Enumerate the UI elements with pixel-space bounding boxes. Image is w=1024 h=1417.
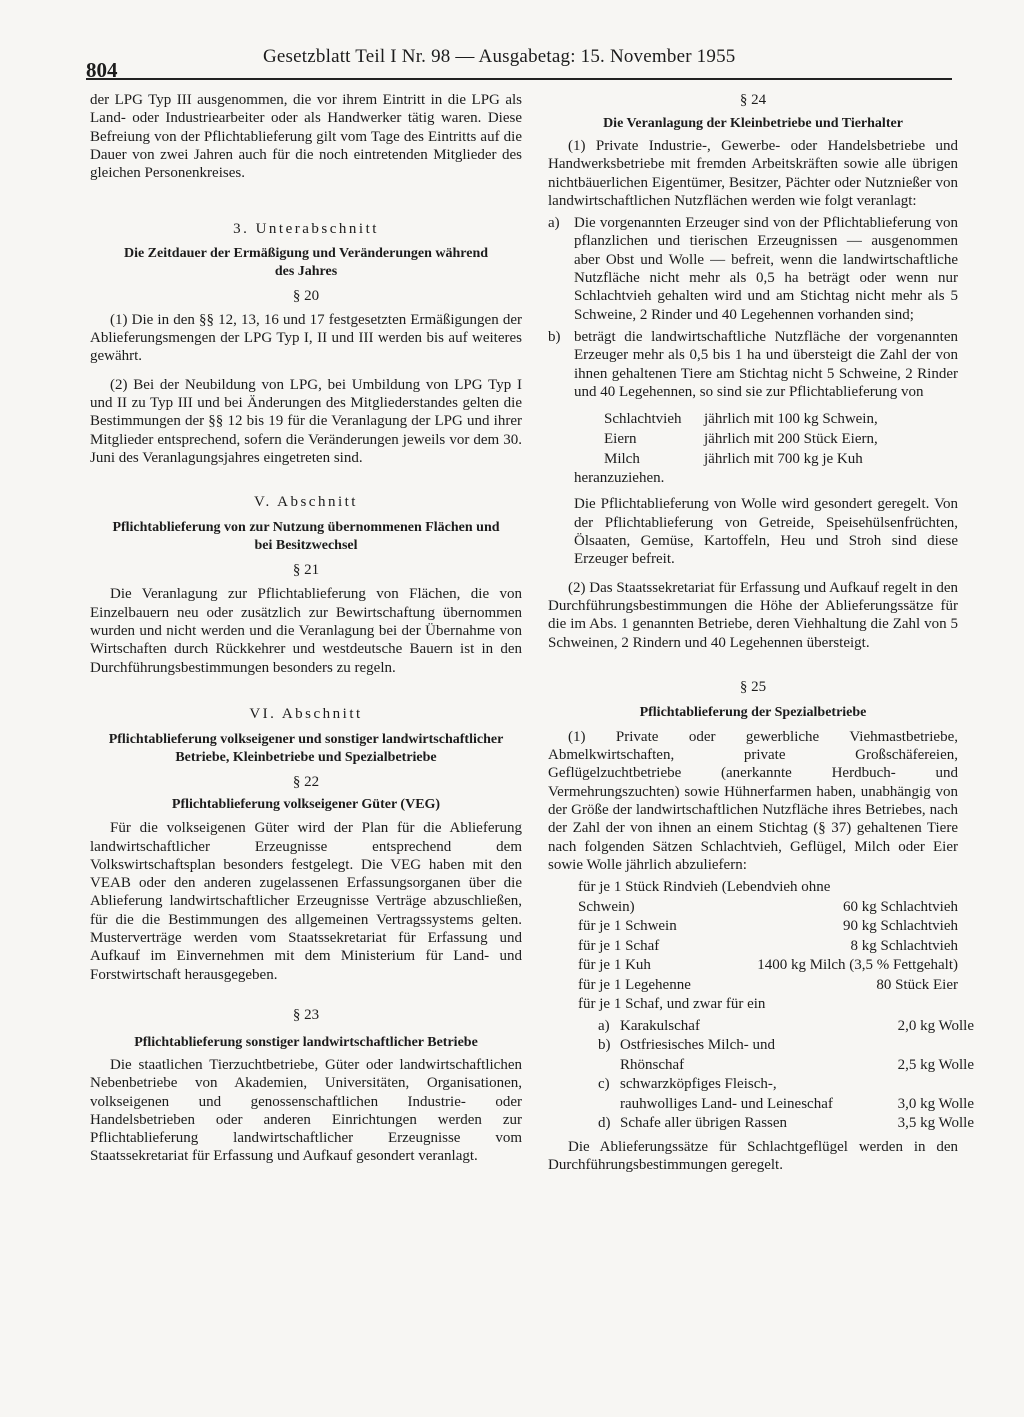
table-row	[598, 1017, 974, 1037]
section-20-para-1: (1) Die in den §§ 12, 13, 16 und 17 festgesetzten Ermäßigungen der Ablieferungsmengen der LPG Typ I, II und III werden bis auf weiteres gewährt.	[90, 311, 522, 365]
table-row	[578, 898, 958, 918]
list-label: a)	[548, 215, 560, 232]
table-cell: jährlich mit 100 kg Schwein,	[704, 411, 878, 428]
table-row	[578, 995, 958, 1015]
livestock-rate-table	[578, 878, 958, 1015]
table-cell: b)	[598, 1037, 611, 1054]
table-cell: 80 Stück Eier	[876, 976, 958, 993]
table-cell: jährlich mit 200 Stück Eiern,	[704, 431, 878, 448]
table-row	[604, 449, 878, 469]
section-25-title: Pflichtablieferung der Spezialbetriebe	[639, 704, 867, 720]
right-column	[548, 91, 974, 1174]
chapter-6-heading: VI. Abschnitt	[249, 705, 363, 722]
table-row	[578, 956, 958, 976]
page-number: 804	[86, 58, 118, 82]
table-cell: a)	[598, 1017, 610, 1034]
table-cell: Milch	[604, 451, 640, 468]
section-25-para-1: (1) Private oder gewerbliche Viehmastbetriebe, Abmelkwirtschaften, private Großschäfereien, Geflügelzuchtbetriebe (anerkannte Herdbuch- und Vermehrungszuchten) sowie Hühnerfarmen haben, unabhängig von der Größe der landwirtschaftlichen Nutzfläche ihres Betriebes, nach der Zahl der von ihnen an einem Stichtag (§ 37) gehaltenen Tiere nach folgenden Sätzen Schlachtvieh, Geflügel, Milch oder Eier sowie Wolle jährlich abzuliefern:	[548, 728, 958, 873]
section-20-number: § 20	[292, 287, 320, 304]
section-25-para-2: Die Ablieferungssätze für Schlachtgeflügel werden in den Durchführungsbestimmungen geregelt.	[548, 1138, 958, 1173]
table-cell: 60 kg Schlachtvieh	[843, 898, 958, 915]
section-23-title: Pflichtablieferung sonstiger landwirtschaftlicher Betriebe	[134, 1034, 478, 1050]
chapter-5-heading: V. Abschnitt	[254, 494, 358, 511]
section-24-title: Die Veranlagung der Kleinbetriebe und Tierhalter	[603, 116, 903, 131]
subsection-3-heading: 3. Unterabschnitt	[233, 221, 379, 238]
table-row	[598, 1075, 974, 1114]
list-text: Die vorgenannten Erzeuger sind von der Pflichtablieferung von pflanzlichen und tierischen Erzeugnissen — ausgenommen aber Obst und Wolle — befreit, wenn die landwirtschaftliche Nutzfläche nicht mehr als 0,5 ha beträgt oder wenn nur Schlachtvieh gehalten wird und am Stichtag nicht mehr als 5 Schweine, 2 Rinder und 40 Legehennen vorhanden sind;	[574, 215, 958, 323]
header-rule	[86, 78, 952, 80]
table-cell: Schafe aller übrigen Rassen	[620, 1115, 788, 1132]
section-24-item-b	[548, 328, 958, 569]
table-cell: 2,0 kg Wolle	[897, 1017, 974, 1034]
table-row	[578, 917, 958, 937]
table-row	[578, 937, 958, 957]
table-cell: 90 kg Schlachtvieh	[843, 918, 958, 935]
section-24-item-a	[548, 214, 958, 324]
chapter-5-title: Pflichtablieferung von zur Nutzung übernommenen Flächen und bei Besitzwechsel	[112, 520, 500, 554]
section-25-number: § 25	[739, 678, 767, 695]
intro-paragraph: der LPG Typ III ausgenommen, die vor ihrem Eintritt in die LPG als Land- oder Industriearbeiter oder als Handwerker tätig waren. Diese Befreiung von der Pflichtablieferung gilt vom Tage des Eintritts auf die Dauer von zwei Jahren auch für die noch eintretenden Mitglieder des gleichen Personenkreises.	[90, 92, 522, 182]
subsection-3-title: Die Zeitdauer der Ermäßigung und Veränderungen während des Jahres	[123, 245, 489, 279]
section-21-number: § 21	[292, 562, 320, 579]
running-header: Gesetzblatt Teil I Nr. 98 — Ausgabetag: 15. November 1955	[263, 46, 736, 67]
table-cell: 3,0 kg Wolle	[897, 1095, 974, 1112]
table-cell: 2,5 kg Wolle	[897, 1056, 974, 1073]
section-21-para: Die Veranlagung zur Pflichtablieferung von Flächen, die von Einzelbauern neu oder zusätzlich zur Bewirtschaftung übernommen wurden und nicht werden und die Veranlagung bei der Übernahme von Wirtschaften durch Rückkehrer und westdeutsche Bauern ist in den Durchführungsbestimmungen besonders zu regeln.	[90, 586, 522, 676]
table-cell: 8 kg Schlachtvieh	[850, 937, 958, 954]
table-cell: für je 1 Kuh	[578, 957, 651, 974]
list-text: beträgt die landwirtschaftliche Nutzfläche der vorgenannten Erzeuger mehr als 0,5 bis 1 ha und übersteigt die Zahl der von ihnen gehaltenen Tiere am Stichtag nicht 5 Schweine, 2 Rinder und 40 Legehennen, so sind sie zur Pflichtablieferung von	[574, 328, 958, 400]
section-20-para-2: (2) Bei der Neubildung von LPG, bei Umbildung von LPG Typ I und II zu Typ III und bei Änderungen des Mitgliederstandes gelten die Bestimmungen der §§ 12 bis 19 für die Veranlagung der LPG und ihrer Mitglieder entsprechend, sofern die Veränderungen jeweils vor dem 30. Juni des Veranlagungsjahres eingetreten sind.	[90, 376, 522, 466]
list-text-extra: Die Pflichtablieferung von Wolle wird gesondert geregelt. Von der Pflichtablieferung von Getreide, Speisehülsenfrüchten, Ölsaaten, Gemüse, Kartoffeln, Heu und Stroh sind diese Erzeuger befreit.	[574, 496, 958, 568]
chapter-6-title: Pflichtablieferung volkseigener und sonstiger landwirtschaftlicher Betriebe, Kleinbetriebe und Spezialbetriebe	[108, 732, 504, 766]
table-row	[598, 1036, 974, 1075]
table-cell: Ostfriesisches Milch- und Rhönschaf	[620, 1037, 775, 1073]
table-cell: Eiern	[604, 431, 637, 448]
table-cell: d)	[598, 1115, 611, 1132]
table-cell: 1400 kg Milch (3,5 % Fettgehalt)	[757, 957, 958, 974]
table-row	[604, 409, 878, 429]
table-cell: für je 1 Stück Rindvieh (Lebendvieh ohne	[578, 879, 831, 896]
list-body	[574, 328, 958, 569]
list-label: b)	[548, 328, 561, 345]
section-22-title: Pflichtablieferung volkseigener Güter (VEG)	[171, 797, 441, 813]
section-24-para-1: (1) Private Industrie-, Gewerbe- oder Handelsbetriebe und Handwerksbetriebe mit fremden Arbeitskräften sowie alle übrigen nichtbäuerlichen Eigentümer, Besitzer, Pächter oder Nutznießer von landwirtschaftlichen Nutzflächen werden wie folgt veranlagt:	[548, 138, 958, 209]
left-column	[90, 91, 522, 1166]
section-24-number: § 24	[739, 92, 767, 108]
table-cell: schwarzköpfiges Fleisch-, rauhwolliges Land- und Leineschaf	[620, 1076, 833, 1112]
table-row	[598, 1114, 974, 1134]
table-cell: Schwein)	[578, 898, 635, 915]
table-cell: für je 1 Schaf, und zwar für ein	[578, 996, 766, 1013]
section-23-para: Die staatlichen Tierzuchtbetriebe, Güter oder landwirtschaftlichen Nebenbetriebe von Akademien, Universitäten, Organisationen, volkseigenen und genossenschaftlichen Industrie- oder Handelsbetrieben oder anderen Einrichtungen werden zur Pflichtablieferung landwirtschaftlicher Erzeugnisse vom Staatssekretariat für Erfassung und Aufkauf gesondert veranlagt.	[90, 1056, 522, 1165]
table-cell: für je 1 Schwein	[578, 918, 677, 935]
table-row	[604, 429, 878, 449]
section-24-para-2: (2) Das Staatssekretariat für Erfassung und Aufkauf regelt in den Durchführungsbestimmungen die Höhe der Ablieferungssätze für die im Abs. 1 genannten Betriebe, deren Viehhaltung die Zahl von 5 Schweinen, 2 Rindern und 40 Legehennen übersteigt.	[548, 579, 958, 651]
wool-rate-table	[598, 1017, 974, 1134]
table-cell: für je 1 Schaf	[578, 937, 660, 954]
section-23-number: § 23	[292, 1006, 320, 1023]
table-cell: Karakulschaf	[620, 1017, 700, 1034]
delivery-rate-table	[604, 409, 878, 469]
section-22-number: § 22	[292, 774, 320, 791]
table-cell: 3,5 kg Wolle	[897, 1115, 974, 1132]
table-row	[578, 976, 958, 996]
table-cell: c)	[598, 1076, 610, 1093]
list-text-end: heranzuziehen.	[574, 470, 665, 487]
table-cell: Schlachtvieh	[604, 411, 682, 428]
table-cell: für je 1 Legehenne	[578, 976, 691, 993]
section-22-para: Für die volkseigenen Güter wird der Plan für die Ablieferung landwirtschaftlicher Erzeugnisse entsprechend dem Volkswirtschaftsplan besonders festgelegt. Die VEG haben mit den VEAB oder den anderen zugelassenen Erfassungsorganen über die Ablieferung landwirtschaftlicher Erzeugnisse Verträge abzuschließen, für die die Bestimmungen des allgemeinen Vertragssystems gelten. Musterverträge werden vom Staatssekretariat für Erfassung und Aufkauf im Einvernehmen mit dem Ministerium für Land- und Forstwirtschaft herausgegeben.	[90, 820, 522, 983]
table-cell: jährlich mit 700 kg je Kuh	[704, 451, 863, 468]
table-row	[578, 878, 958, 898]
